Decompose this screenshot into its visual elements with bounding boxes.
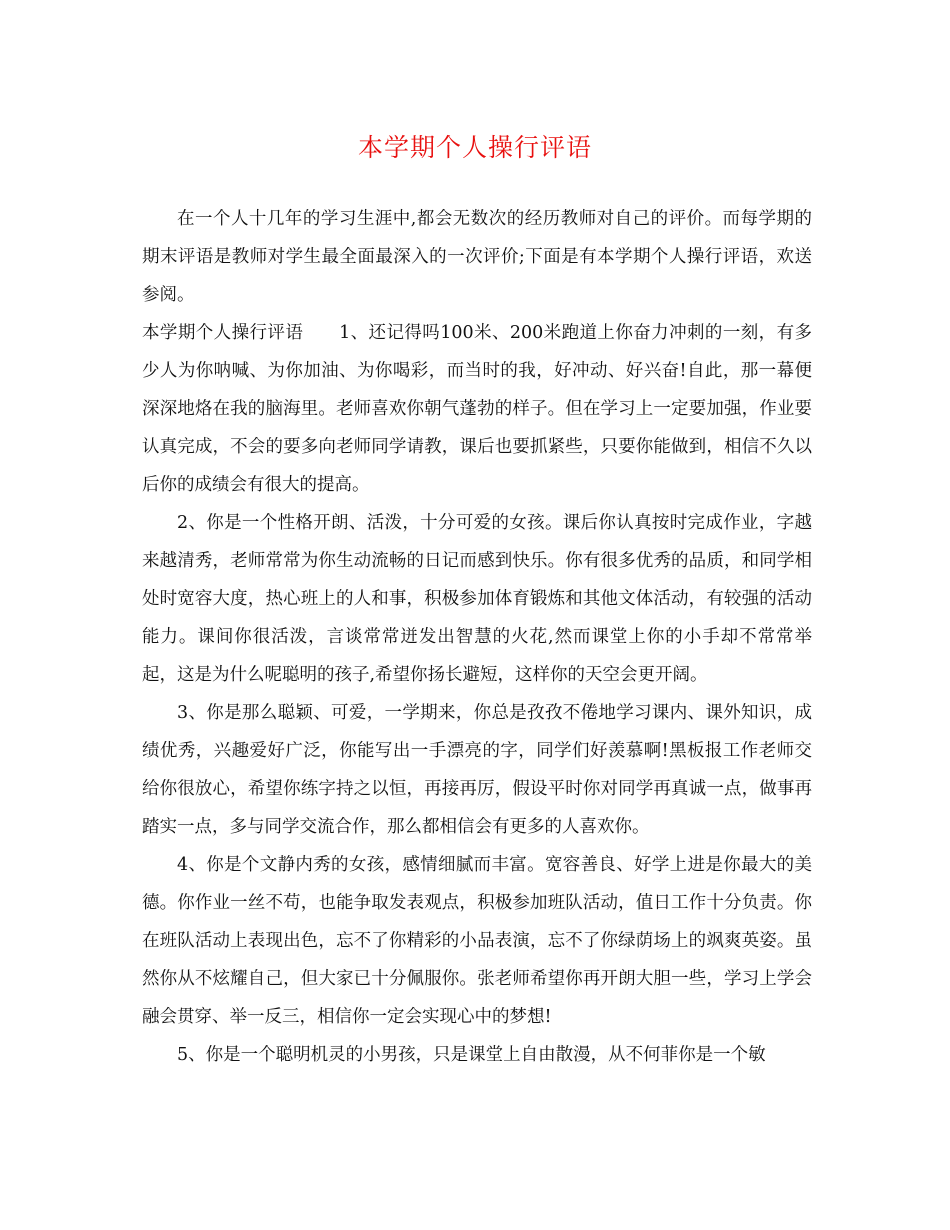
- document-body: [142, 200, 812, 1074]
- paragraph-1: 本学期个人操行评语 1、还记得吗100米、200米跑道上你奋力冲刺的一刻，有多少人为你呐喊、为你加油、为你喝彩，而当时的我，好冲动、好兴奋!自此，那一幕便深深地烙在我的脑海里。老师喜欢你朝气蓬勃的样子。但在学习上一定要加强，作业要认真完成，不会的要多向老师同学请教，课后也要抓紧些，只要你能做到，相信不久以后你的成绩会有很大的提高。: [142, 323, 812, 495]
- paragraph-4: 4、你是个文静内秀的女孩，感情细腻而丰富。宽容善良、好学上进是你最大的美德。你作业一丝不苟，也能争取发表观点，积极参加班队活动，值日工作十分负责。你在班队活动上表现出色，忘不了你精彩的小品表演，忘不了你绿荫场上的飒爽英姿。虽然你从不炫耀自己，但大家已十分佩服你。张老师希望你再开朗大胆一些，学习上学会融会贯穿、举一反三，相信你一定会实现心中的梦想!: [142, 855, 812, 1027]
- paragraph-2: 2、你是一个性格开朗、活泼，十分可爱的女孩。课后你认真按时完成作业，字越来越清秀，老师常常为你生动流畅的日记而感到快乐。你有很多优秀的品质，和同学相处时宽容大度，热心班上的人和事，积极参加体育锻炼和其他文体活动，有较强的活动能力。课间你很活泼，言谈常常迸发出智慧的火花,然而课堂上你的小手却不常常举起，这是为什么呢聪明的孩子,希望你扬长避短，这样你的天空会更开阔。: [142, 513, 812, 685]
- paragraph-intro: 在一个人十几年的学习生涯中,都会无数次的经历教师对自己的评价。而每学期的期末评语是教师对学生最全面最深入的一次评价;下面是有本学期个人操行评语，欢送参阅。: [142, 209, 812, 305]
- paragraph-3: 3、你是那么聪颖、可爱，一学期来，你总是孜孜不倦地学习课内、课外知识，成绩优秀，兴趣爱好广泛，你能写出一手漂亮的字，同学们好羡慕啊!黑板报工作老师交给你很放心，希望你练字持之以恒，再接再厉，假设平时你对同学再真诚一点，做事再踏实一点，多与同学交流合作，那么都相信会有更多的人喜欢你。: [142, 703, 812, 837]
- document-title: 本学期个人操行评语: [357, 133, 592, 162]
- paragraph-5: 5、你是一个聪明机灵的小男孩，只是课堂上自由散漫，从不何菲你是一个敏: [177, 1045, 766, 1065]
